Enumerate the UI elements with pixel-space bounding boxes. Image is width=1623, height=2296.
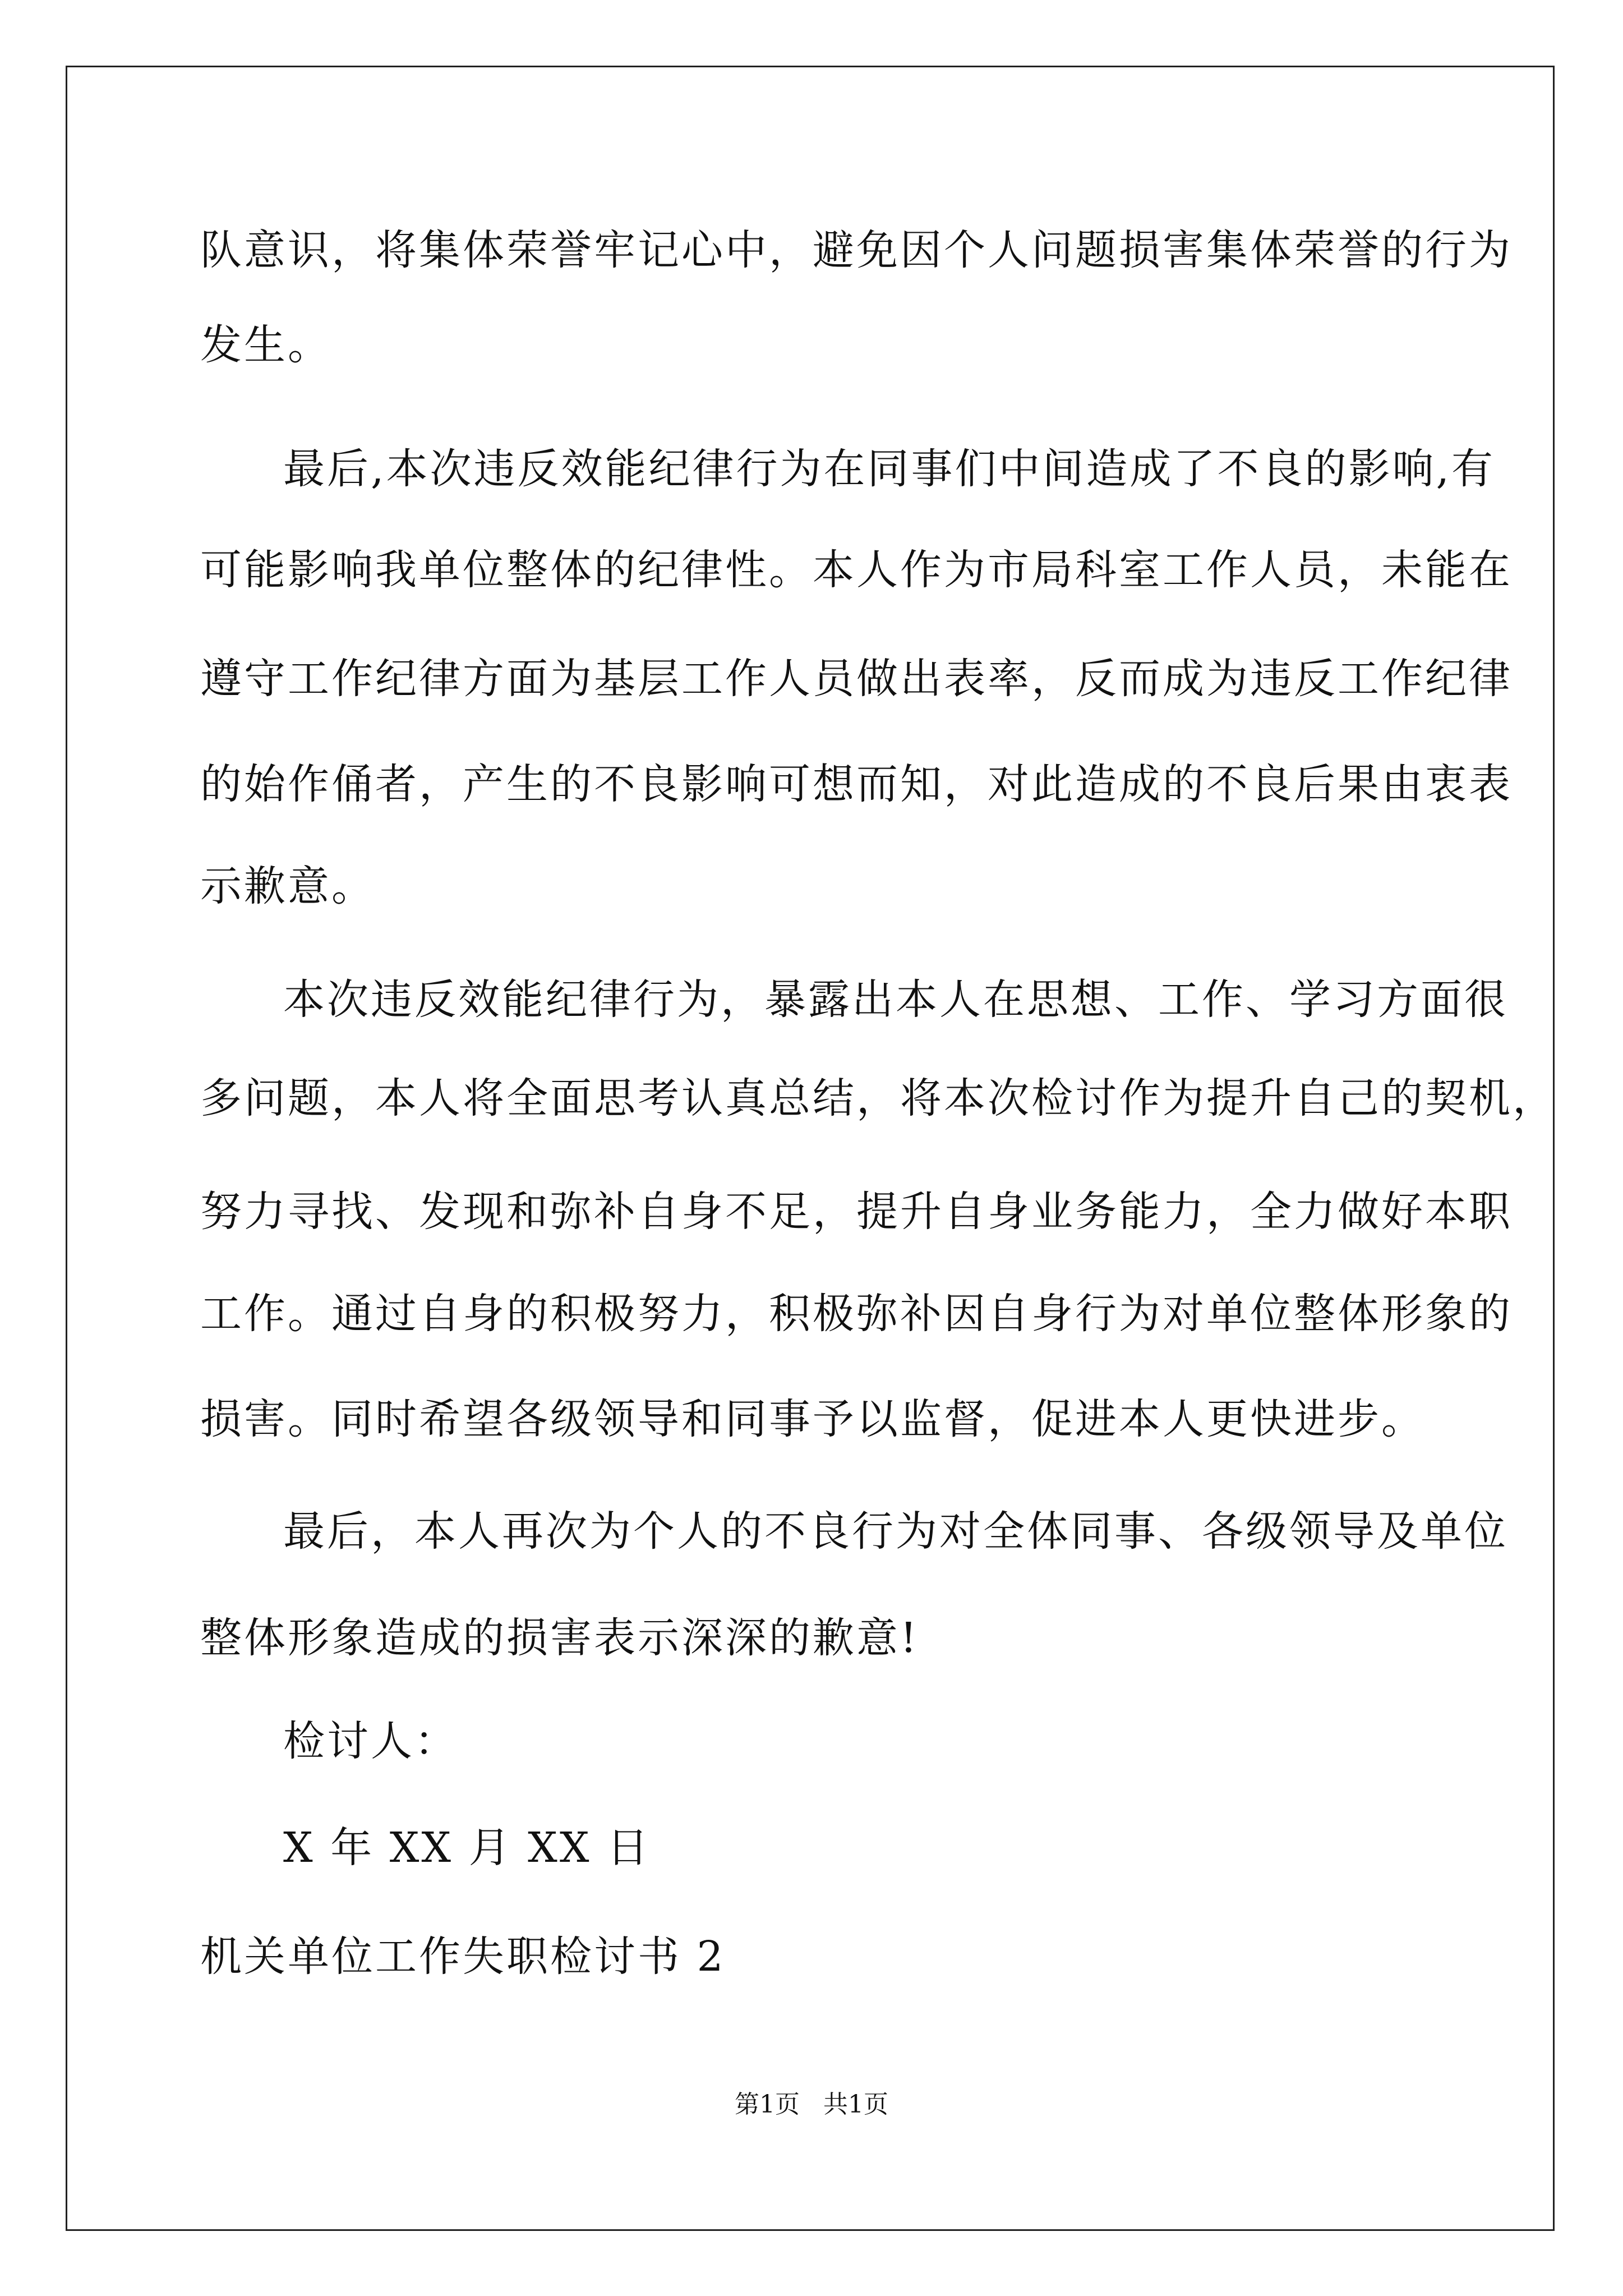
text-line-7: 示歉意。 [200, 862, 375, 910]
date-line: X 年 XX 月 XX 日 [283, 1824, 651, 1872]
text-line-3: 最后,本次违反效能纪律行为在同事们中间造成了不良的影响,有 [283, 445, 1496, 493]
page-border [66, 66, 1555, 2231]
signature-label: 检讨人： [283, 1717, 458, 1765]
page-number: 第1页 [735, 2090, 800, 2119]
text-line-13: 最后，本人再次为个人的不良行为对全体同事、各级领导及单位 [283, 1507, 1508, 1556]
next-section-title: 机关单位工作失职检讨书 2 [200, 1932, 726, 1981]
text-line-10: 努力寻找、发现和弥补自身不足，提升自身业务能力，全力做好本职 [200, 1188, 1513, 1236]
text-line-14: 整体形象造成的损害表示深深的歉意! [200, 1614, 919, 1662]
text-line-12: 损害。同时希望各级领导和同事予以监督，促进本人更快进步。 [200, 1395, 1425, 1443]
text-line-6: 的始作俑者，产生的不良影响可想而知，对此造成的不良后果由衷表 [200, 760, 1513, 808]
text-line-2: 发生。 [200, 321, 331, 369]
text-line-8: 本次违反效能纪律行为，暴露出本人在思想、工作、学习方面很 [283, 976, 1508, 1024]
text-line-9: 多问题，本人将全面思考认真总结，将本次检讨作为提升自己的契机， [200, 1074, 1556, 1122]
text-line-11: 工作。通过自身的积极努力，积极弥补因自身行为对单位整体形象的 [200, 1290, 1513, 1338]
text-line-4: 可能影响我单位整体的纪律性。本人作为市局科室工作人员，未能在 [200, 546, 1513, 594]
text-line-1: 队意识，将集体荣誉牢记心中，避免因个人问题损害集体荣誉的行为 [200, 226, 1513, 274]
page-total: 共1页 [823, 2090, 888, 2119]
text-line-5: 遵守工作纪律方面为基层工作人员做出表率，反而成为违反工作纪律 [200, 655, 1513, 703]
page-footer [0, 2088, 1623, 2122]
